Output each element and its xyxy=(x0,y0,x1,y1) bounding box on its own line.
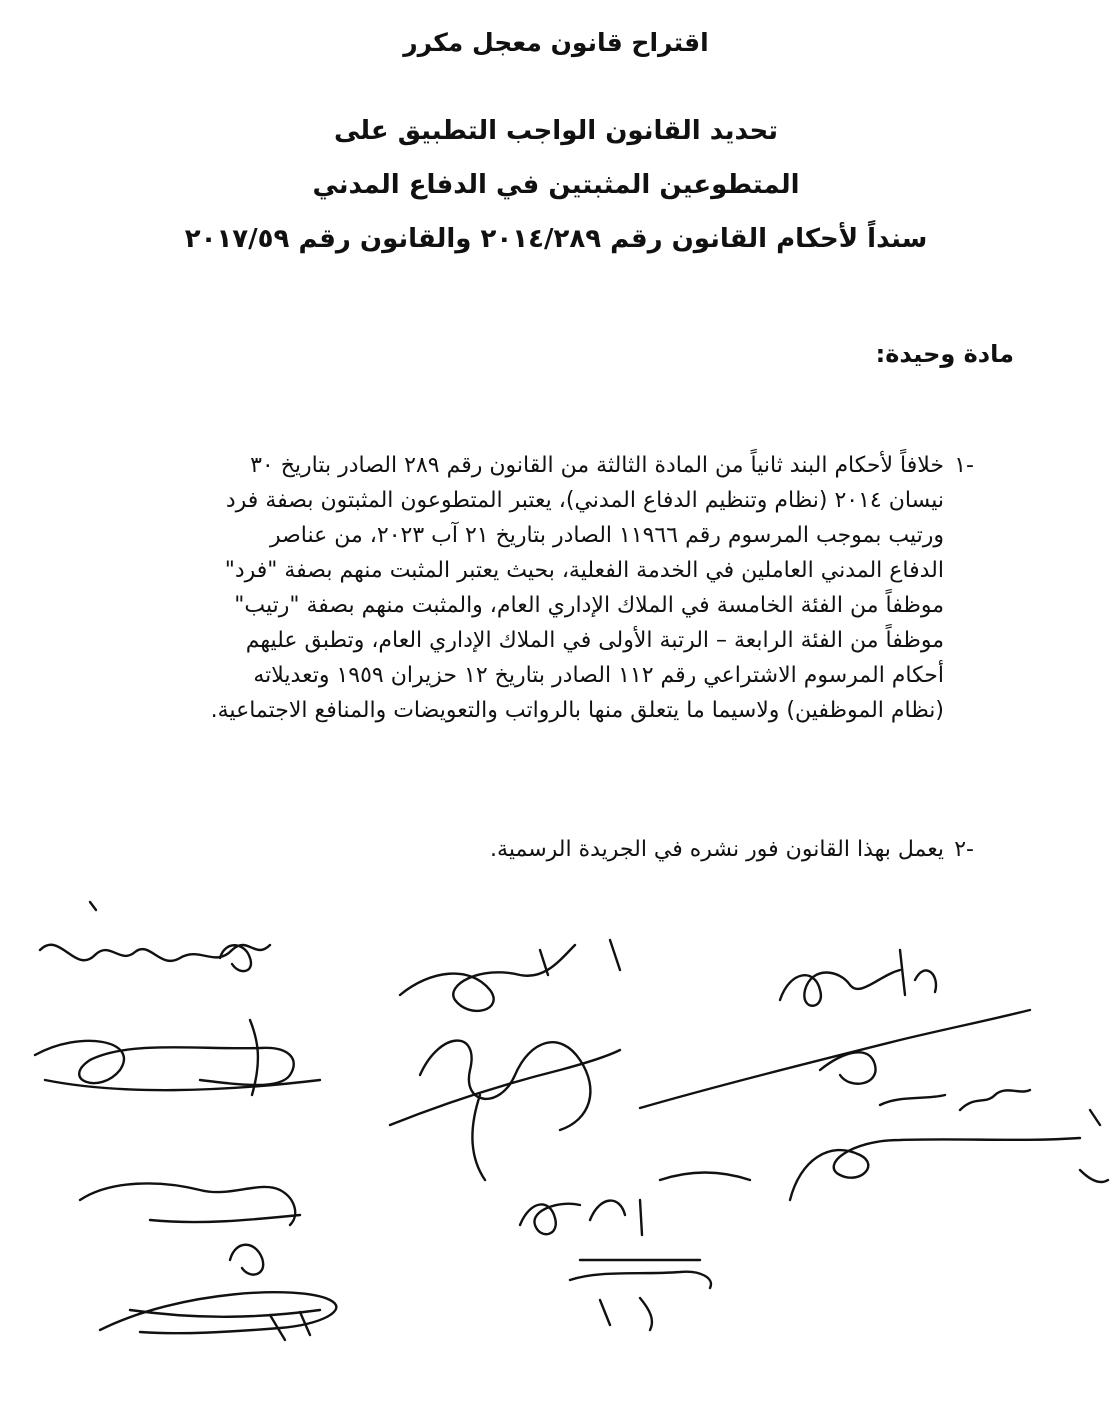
item-1-line: ورتيب بموجب المرسوم رقم ١١٩٦٦ الصادر بتاريخ ٢١ آب ٢٠٢٣، من عناصر xyxy=(269,523,944,548)
signature-5 xyxy=(790,1090,1108,1200)
item-2-line: يعمل بهذا القانون فور نشره في الجريدة الرسمية. xyxy=(490,837,944,862)
document-title: اقتراح قانون معجل مكرر xyxy=(403,28,709,57)
item-2-text xyxy=(144,832,944,867)
item-number-1: ١- xyxy=(954,453,974,478)
signature-6 xyxy=(80,1183,336,1340)
signatures-area xyxy=(0,880,1112,1413)
item-1-line: الدفاع المدني العاملين في الخدمة الفعلية، بحيث يعتبر المثبت منهم بصفة "فرد" xyxy=(224,558,944,583)
item-1-text xyxy=(144,448,944,728)
article-title: مادة وحيدة: xyxy=(875,340,1014,368)
item-1-line: نيسان ٢٠١٤ (نظام وتنظيم الدفاع المدني)، يعتبر المتطوعون المثبتون بصفة فرد xyxy=(225,488,944,513)
signature-7 xyxy=(520,1173,750,1331)
heading-line-1: تحديد القانون الواجب التطبيق على xyxy=(333,116,779,146)
item-1-line: موظفاً من الفئة الرابعة – الرتبة الأولى في الملاك الإداري العام، وتطبق عليهم xyxy=(245,628,944,653)
signature-1 xyxy=(40,902,270,971)
signature-3 xyxy=(390,940,620,1180)
heading-line-2: المتطوعين المثبتين في الدفاع المدني xyxy=(312,170,800,200)
item-1-line: (نظام الموظفين) ولاسيما ما يتعلق منها بالرواتب والتعويضات والمنافع الاجتماعية. xyxy=(210,698,944,723)
item-number-2: ٢- xyxy=(954,837,974,862)
signature-2 xyxy=(35,1020,320,1095)
heading-line-3: سنداً لأحكام القانون رقم ٢٠١٤/٢٨٩ والقانون رقم ٢٠١٧/٥٩ xyxy=(184,224,928,254)
item-1-line: خلافاً لأحكام البند ثانياً من المادة الثالثة من القانون رقم ٢٨٩ الصادر بتاريخ ٣٠ xyxy=(250,453,944,478)
signature-4 xyxy=(640,950,1030,1108)
item-1-line: أحكام المرسوم الاشتراعي رقم ١١٢ الصادر بتاريخ ١٢ حزيران ١٩٥٩ وتعديلاته xyxy=(253,663,944,688)
item-1-line: موظفاً من الفئة الخامسة في الملاك الإداري العام، والمثبت منهم بصفة "رتيب" xyxy=(234,593,944,618)
